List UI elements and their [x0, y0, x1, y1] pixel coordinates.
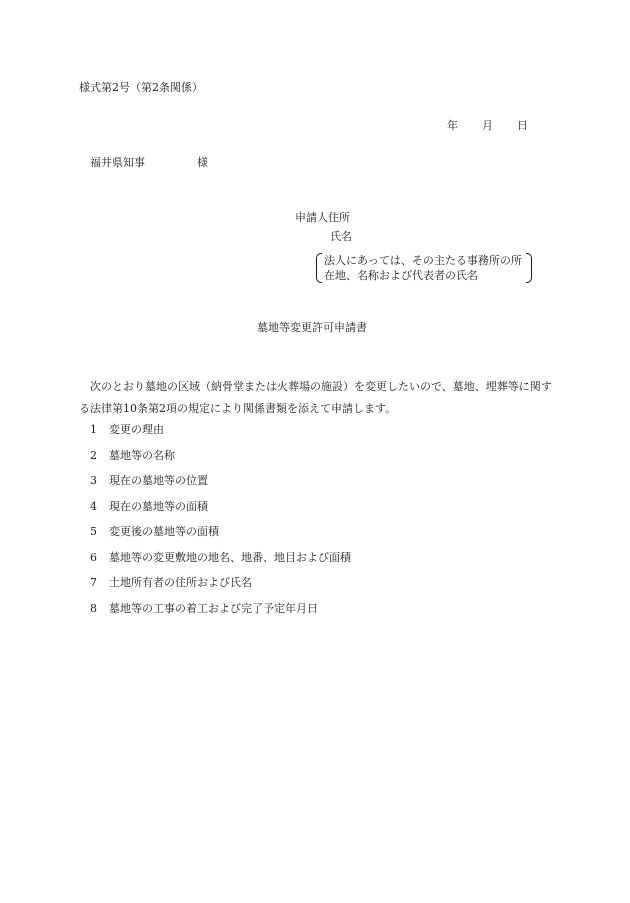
item-text: 現在の墓地等の位置 — [109, 474, 208, 487]
list-item — [90, 501, 351, 527]
date-year-label: 年 — [447, 119, 458, 132]
item-number: 3 — [90, 474, 97, 487]
body-paragraph: 次のとおり墓地の区域（納骨堂または火葬場の施設）を変更したいので、墓地、埋葬等に関する法律第10条第2項の規定により関係書類を添えて申請します。 — [79, 380, 552, 415]
document-title: 墓地等変更許可申請書 — [257, 321, 367, 334]
item-number: 5 — [90, 525, 97, 538]
list-item — [90, 450, 351, 476]
list-item — [90, 424, 351, 450]
item-number: 8 — [90, 601, 97, 615]
item-text: 墓地等の工事の着工および完了予定年月日 — [109, 601, 318, 615]
list-item — [90, 475, 351, 501]
corporate-note-line-2: 在地、名称および代表者の氏名 — [324, 269, 478, 282]
form-number: 様式第2号（第2条関係） — [79, 81, 203, 94]
item-number: 4 — [90, 499, 97, 513]
addressee-suffix: 様 — [197, 156, 208, 169]
corporate-note — [316, 252, 532, 282]
corporate-note-line-1: 法人にあっては、その主たる事務所の所 — [324, 254, 522, 267]
item-list — [90, 424, 351, 628]
item-text: 変更の理由 — [109, 423, 164, 436]
item-text: 墓地等の名称 — [109, 448, 175, 462]
list-item — [90, 603, 351, 629]
applicant-address-label: 申請人住所 — [295, 211, 350, 224]
date-day-label: 日 — [517, 119, 528, 132]
list-item — [90, 552, 351, 578]
addressee-name: 福井県知事 — [90, 156, 145, 169]
bracket-right — [526, 253, 532, 283]
item-number: 2 — [90, 448, 97, 462]
item-text: 墓地等の変更敷地の地名、地番、地目および面積 — [109, 550, 351, 564]
item-number: 7 — [90, 576, 97, 589]
item-number: 1 — [90, 423, 97, 436]
item-text: 土地所有者の住所および氏名 — [109, 576, 252, 589]
bracket-left — [316, 253, 322, 283]
item-text: 変更後の墓地等の面積 — [109, 525, 219, 538]
list-item — [90, 577, 351, 603]
applicant-name-label: 氏名 — [330, 230, 352, 243]
list-item — [90, 526, 351, 552]
item-number: 6 — [90, 550, 97, 564]
item-text: 現在の墓地等の面積 — [109, 499, 208, 513]
date-month-label: 月 — [482, 119, 493, 132]
